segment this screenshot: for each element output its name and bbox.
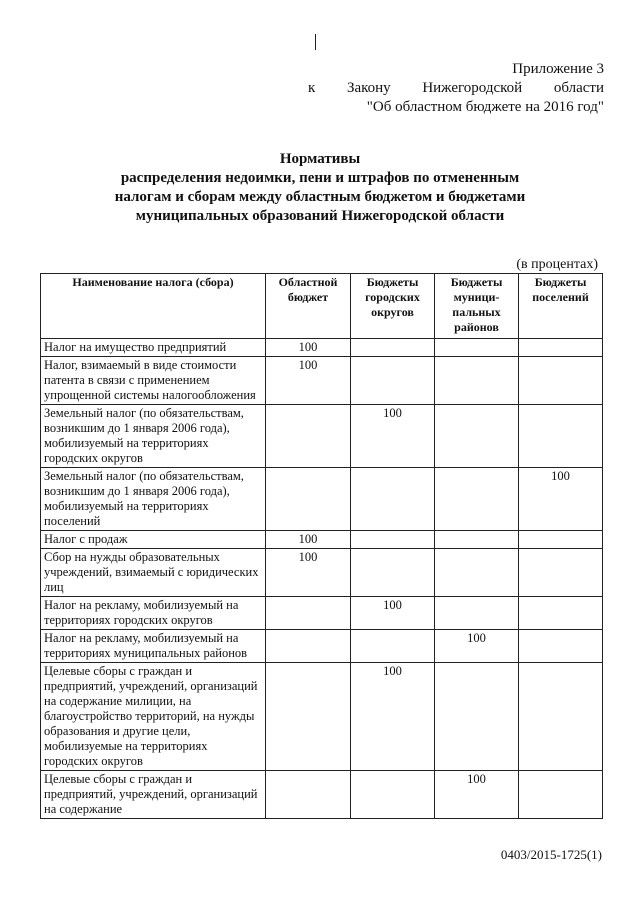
- table-row: [41, 630, 603, 663]
- value-cell: [351, 468, 435, 531]
- value-cell: [519, 339, 603, 357]
- value-cell: [519, 405, 603, 468]
- tax-name-cell: Налог с продаж: [41, 531, 266, 549]
- value-cell: 100: [351, 597, 435, 630]
- table-row: [41, 531, 603, 549]
- value-cell: 100: [266, 357, 351, 405]
- value-cell: [435, 597, 519, 630]
- value-cell: [519, 630, 603, 663]
- table-row: [41, 597, 603, 630]
- value-cell: [519, 549, 603, 597]
- header-tax-name: Наименование налога (сбора): [41, 274, 266, 339]
- title-line-4: муниципальных образований Нижегородской области: [135, 208, 505, 224]
- title-line-3: налогам и сборам между областным бюджетом и бюджетами: [114, 189, 526, 205]
- value-cell: [351, 531, 435, 549]
- value-cell: [519, 597, 603, 630]
- appendix-zakonu: Закону: [346, 80, 391, 96]
- value-cell: [435, 549, 519, 597]
- binding-mark: [315, 34, 316, 50]
- value-cell: [351, 549, 435, 597]
- table-row: [41, 405, 603, 468]
- value-cell: [266, 405, 351, 468]
- table-row: [41, 468, 603, 531]
- document-title: [90, 150, 550, 226]
- tax-name-cell: Налог, взимаемый в виде стоимости патента в связи с применением упрощенной системы налогообложения: [41, 357, 266, 405]
- value-cell: [351, 630, 435, 663]
- value-cell: [266, 468, 351, 531]
- title-line-2: распределения недоимки, пени и штрафов по отмененным: [120, 170, 520, 186]
- tax-name-cell: Налог на имущество предприятий: [41, 339, 266, 357]
- appendix-number: Приложение 3: [512, 61, 604, 77]
- appendix-law-line: [284, 79, 604, 98]
- value-cell: [519, 531, 603, 549]
- value-cell: 100: [351, 663, 435, 771]
- value-cell: 100: [435, 771, 519, 819]
- appendix-region: Нижегородской: [422, 80, 523, 96]
- value-cell: 100: [266, 339, 351, 357]
- value-cell: [519, 771, 603, 819]
- value-cell: 100: [351, 405, 435, 468]
- table-row: [41, 549, 603, 597]
- value-cell: [266, 597, 351, 630]
- value-cell: [266, 663, 351, 771]
- table-row: [41, 771, 603, 819]
- tax-name-cell: Налог на рекламу, мобилизуемый на территориях муниципальных районов: [41, 630, 266, 663]
- header-regional-budget: Областной бюджет: [266, 274, 351, 339]
- title-line-1: Нормативы: [279, 151, 361, 167]
- value-cell: 100: [435, 630, 519, 663]
- value-cell: [435, 405, 519, 468]
- tax-name-cell: Налог на рекламу, мобилизуемый на территориях городских округов: [41, 597, 266, 630]
- value-cell: 100: [519, 468, 603, 531]
- table-header-row: [41, 274, 603, 339]
- value-cell: [435, 339, 519, 357]
- header-city-budgets: Бюджеты городских округов: [351, 274, 435, 339]
- value-cell: [519, 357, 603, 405]
- table-row: [41, 339, 603, 357]
- value-cell: [266, 630, 351, 663]
- header-settlement-budgets: Бюджеты поселений: [519, 274, 603, 339]
- value-cell: [351, 771, 435, 819]
- tax-name-cell: Целевые сборы с граждан и предприятий, учреждений, организаций на содержание милиции, на благоустройство территорий, на нужды образования и другие цели, мобилизуемые на территориях городских округов: [41, 663, 266, 771]
- appendix-header: [284, 60, 604, 117]
- value-cell: [435, 468, 519, 531]
- value-cell: [435, 531, 519, 549]
- units-note: (в процентах): [516, 257, 598, 272]
- norms-table: [40, 273, 603, 819]
- value-cell: [266, 771, 351, 819]
- tax-name-cell: Целевые сборы с граждан и предприятий, учреждений, организаций на содержание: [41, 771, 266, 819]
- document-code: 0403/2015-1725(1): [500, 847, 602, 862]
- tax-name-cell: Земельный налог (по обязательствам, возникшим до 1 января 2006 года), мобилизуемый на территориях городских округов: [41, 405, 266, 468]
- tax-name-cell: Сбор на нужды образовательных учреждений, взимаемый с юридических лиц: [41, 549, 266, 597]
- value-cell: 100: [266, 531, 351, 549]
- value-cell: [435, 357, 519, 405]
- header-district-budgets: Бюджеты муници-пальных районов: [435, 274, 519, 339]
- table-row: [41, 357, 603, 405]
- value-cell: [435, 663, 519, 771]
- appendix-oblasti: области: [553, 80, 604, 96]
- appendix-k: к: [308, 80, 316, 96]
- table-row: [41, 663, 603, 771]
- value-cell: [351, 357, 435, 405]
- value-cell: [351, 339, 435, 357]
- appendix-law-title: "Об областном бюджете на 2016 год": [366, 99, 604, 115]
- value-cell: 100: [266, 549, 351, 597]
- value-cell: [519, 663, 603, 771]
- tax-name-cell: Земельный налог (по обязательствам, возникшим до 1 января 2006 года), мобилизуемый на территориях поселений: [41, 468, 266, 531]
